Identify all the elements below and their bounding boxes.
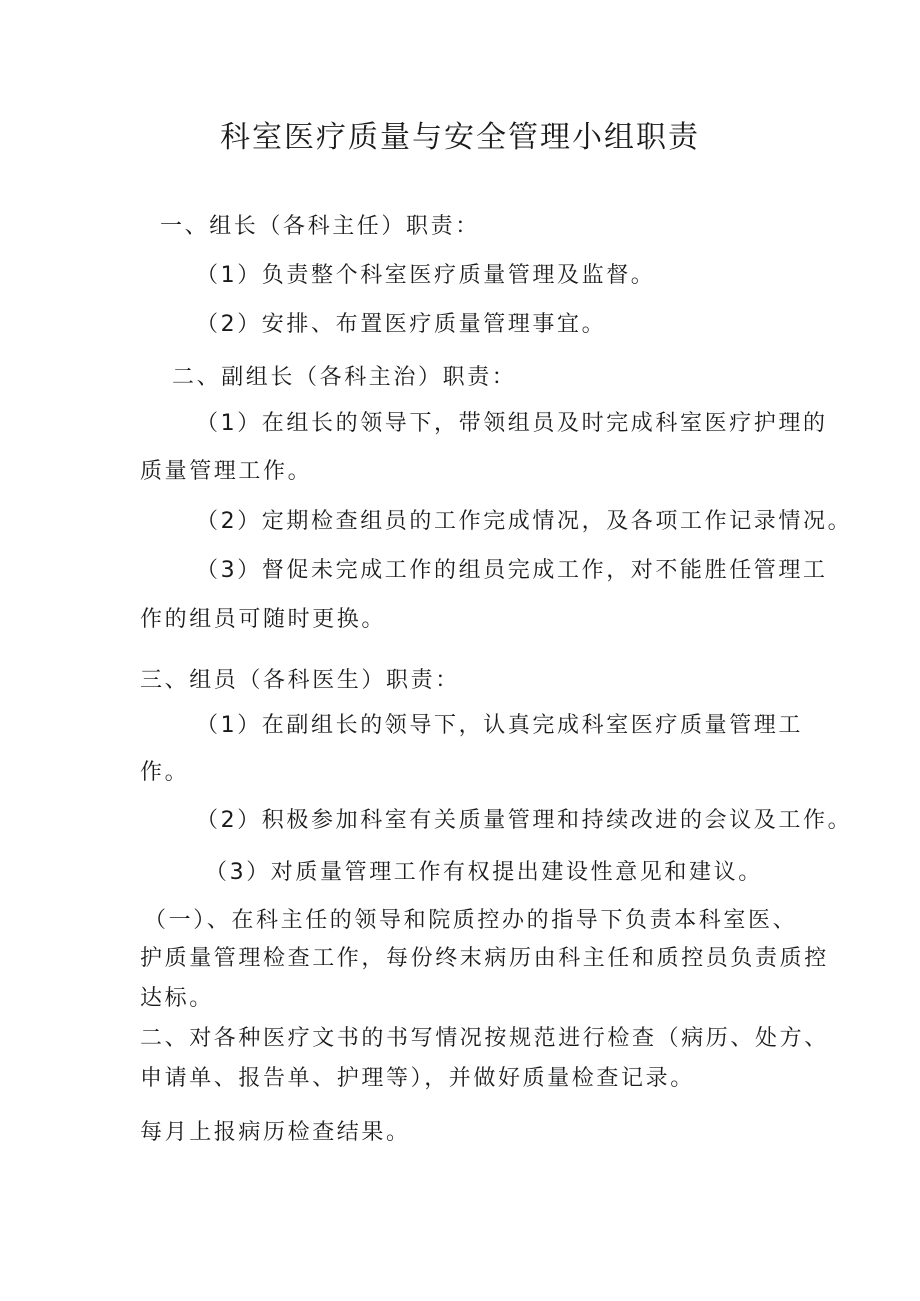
paragraph-2-line-1: 二、对各种医疗文书的书写情况按规范进行检查（病历、处方、 <box>140 1026 829 1051</box>
section-3-heading: 三、组员（各科医生）职责： <box>140 668 460 693</box>
paragraph-2-line-2: 申请单、报告单、护理等），并做好质量检查记录。 <box>140 1066 695 1091</box>
section-2-item-1-line-1: （1）在组长的领导下，带领组员及时完成科室医疗护理的 <box>196 411 828 436</box>
paragraph-3: 每月上报病历检查结果。 <box>140 1120 411 1145</box>
section-2-item-2: （2）定期检查组员的工作完成情况，及各项工作记录情况。 <box>196 509 853 534</box>
section-1-heading: 一、组长（各科主任）职责： <box>160 214 480 239</box>
section-3-item-3: （3）对质量管理工作有权提出建设性意见和建议。 <box>205 860 763 885</box>
section-1-item-2: （2）安排、布置医疗质量管理事宜。 <box>196 312 607 337</box>
paragraph-1-line-2: 护质量管理检查工作，每份终末病历由科主任和质控员负责质控 <box>140 946 829 971</box>
section-3-item-2: （2）积极参加科室有关质量管理和持续改进的会议及工作。 <box>196 808 853 833</box>
section-2-item-3-line-1: （3）督促未完成工作的组员完成工作，对不能胜任管理工 <box>196 558 828 583</box>
paragraph-1-line-1: （一）、在科主任的领导和院质控办的指导下负责本科室医、 <box>144 908 798 933</box>
document-title: 科室医疗质量与安全管理小组职责 <box>220 120 700 155</box>
section-2-item-3-line-2: 作的组员可随时更换。 <box>140 607 387 632</box>
paragraph-1-line-3: 达标。 <box>140 986 214 1011</box>
section-3-item-1-line-1: （1）在副组长的领导下，认真完成科室医疗质量管理工 <box>196 713 803 738</box>
section-1-item-1: （1）负责整个科室医疗质量管理及监督。 <box>196 263 656 288</box>
section-2-heading: 二、副组长（各科主治）职责： <box>172 365 517 390</box>
section-2-item-1-line-2: 质量管理工作。 <box>140 459 313 484</box>
section-3-item-1-line-2: 作。 <box>140 760 190 785</box>
